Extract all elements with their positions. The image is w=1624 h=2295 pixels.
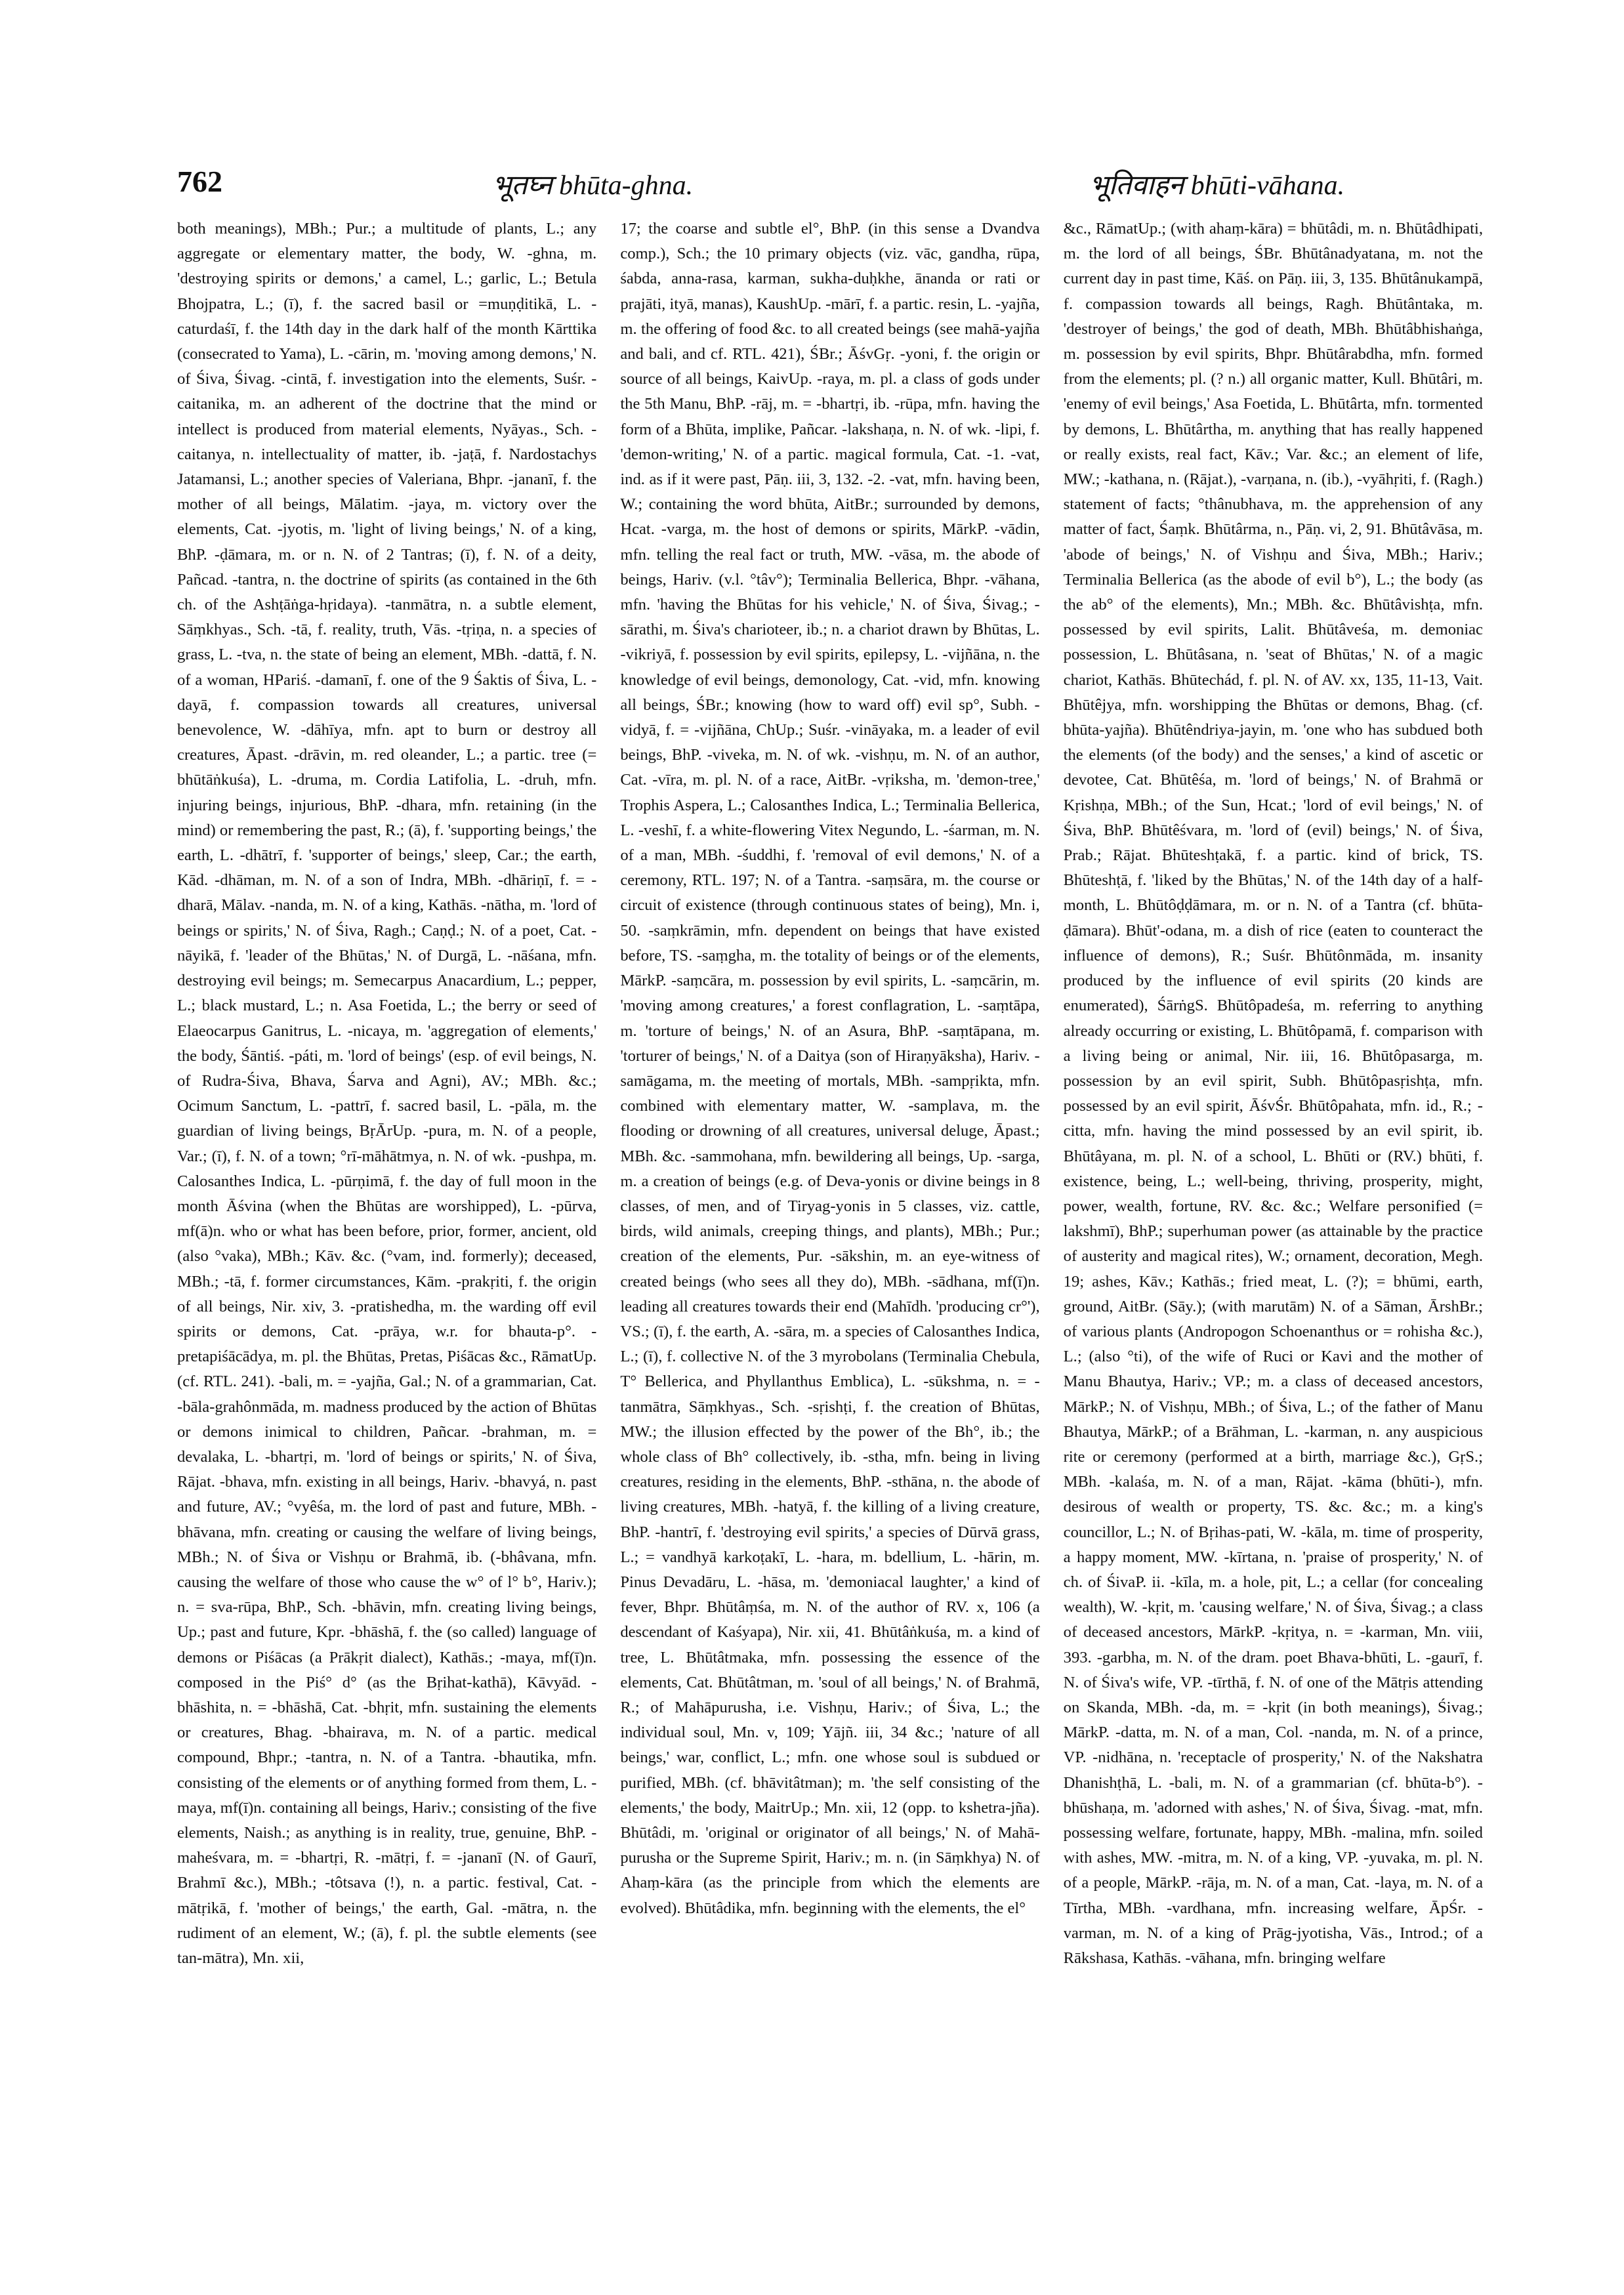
page-header xyxy=(177,164,1483,210)
column-middle xyxy=(620,217,1039,2165)
left-guide-word: भूतघ्न bhūta-ghna. xyxy=(492,171,694,201)
right-guide-word: भूतिवाहन bhūti-vāhana. xyxy=(1089,171,1345,201)
text-columns xyxy=(177,217,1483,2165)
column-left-text: both meanings), MBh.; Pur.; a multitude of plants, L.; any aggregate or elementary matter, the body, W. -ghna, m. 'destroying spirits or demons,' a camel, L.; garlic, L.; Betula Bhojpatra, L.; (ī), f. the sacred basil or =muṇḍitikā, L. -caturdaśī, f. the 14th day in the dark half of the month Kārttika (consecrated to Yama), L. -cārin, m. 'moving among demons,' N. of Śiva, Śivag. -cintā, f. investigation into the elements, Suśr. -caitanika, m. an adherent of the doctrine that the mind or intellect is produced from material elements, Nyāyas., Sch. -caitanya, n. intellectuality of matter, ib. -jaṭā, f. Nardostachys Jatamansi, L.; another species of Valeriana, Bhpr. -jananī, f. the mother of all beings, Mālatim. -jaya, m. victory over the elements, Cat. -jyotis, m. 'light of living beings,' N. of a king, BhP. -ḍāmara, m. or n. N. of 2 Tantras; (ī), f. N. of a deity, Pañcad. -tantra, n. the doctrine of spirits (as contained in the 6th ch. of the Ashṭāṅga-hṛidaya). -tanmātra, n. a subtle element, Sāṃkhyas., Sch. -tā, f. reality, truth, Vās. -tṛiṇa, n. a species of grass, L. -tva, n. the state of being an element, MBh. -dattā, f. N. of a woman, HPariś. -damanī, f. one of the 9 Śaktis of Śiva, L. -dayā, f. compassion towards all creatures, universal benevolence, W. -dāhīya, mfn. apt to burn or destroy all creatures, Āpast. -drāvin, m. red oleander, L.; a partic. tree (= bhūtāṅkuśa), L. -druma, m. Cordia Latifolia, L. -druh, mfn. injuring beings, injurious, BhP. -dhara, mfn. retaining (in the mind) or remembering the past, R.; (ā), f. 'supporting beings,' the earth, L. -dhātrī, f. 'supporter of beings,' sleep, Car.; the earth, Kād. -dhāman, m. N. of a son of Indra, MBh. -dhāriṇī, f. = -dharā, Mālav. -nanda, m. N. of a king, Kathās. -nātha, m. 'lord of beings or spirits,' N. of Śiva, Ragh.; Caṇḍ.; N. of a poet, Cat. -nāyikā, f. 'leader of the Bhūtas,' N. of Durgā, L. -nāśana, mfn. destroying evil beings; m. Semecarpus Anacardium, L.; pepper, L.; black mustard, L.; n. Asa Foetida, L.; the berry or seed of Elaeocarpus Ganitrus, L. -nicaya, m. 'aggregation of elements,' the body, Śāntiś. -páti, m. 'lord of beings' (esp. of evil beings, N. of Rudra-Śiva, Bhava, Śarva and Agni), AV.; MBh. &c.; Ocimum Sanctum, L. -pattrī, f. sacred basil, L. -pāla, m. the guardian of living beings, BṛĀrUp. -pura, m. N. of a people, Var.; (ī), f. N. of a town; °rī-māhātmya, n. N. of wk. -pushpa, m. Calosanthes Indica, L. -pūrṇimā, f. the day of full moon in the month Āśvina (when the Bhūtas are worshipped), L. -pūrva, mf(ā)n. who or what has been before, prior, former, ancient, old (also °vaka), MBh.; Kāv. &c. (°vam, ind. formerly); deceased, MBh.; -tā, f. former circumstances, Kām. -prakṛiti, f. the origin of all beings, Nir. xiv, 3. -pratishedha, m. the warding off evil spirits or demons, Cat. -prāya, w.r. for bhauta-p°. -pretapiśācādya, m. pl. the Bhūtas, Pretas, Piśācas &c., RāmatUp. (cf. RTL. 241). -bali, m. = -yajña, Gal.; N. of a grammarian, Cat. -bāla-grahônmāda, m. madness produced by the action of Bhūtas or demons inimical to children, Pañcar. -brahman, m. = devalaka, L. -bhartṛi, m. 'lord of beings or spirits,' N. of Śiva, Rājat. -bhava, mfn. existing in all beings, Hariv. -bhavyá, n. past and future, AV.; °vyêśa, m. the lord of past and future, MBh. -bhāvana, mfn. creating or causing the welfare of living beings, MBh.; N. of Śiva or Vishṇu or Brahmā, ib. (-bhâvana, mfn. causing the welfare of those who cause the w° of l° b°, Hariv.); n. = sva-rūpa, BhP., Sch. -bhāvin, mfn. creating living beings, Up.; past and future, Kpr. -bhāshā, f. the (so called) language of demons or Piśācas (a Prākṛit dialect), Kathās.; -maya, mf(ī)n. composed in the Piś° d° (as the Bṛihat-kathā), Kāvyād. -bhāshita, n. = -bhāshā, Cat. -bhṛit, mfn. sustaining the elements or creatures, Bhag. -bhairava, m. N. of a partic. medical compound, Bhpr.; -tantra, n. N. of a Tantra. -bhautika, mfn. consisting of the elements or of anything formed from them, L. -maya, mf(ī)n. containing all beings, Hariv.; consisting of the five elements, Naish.; as anything is in reality, true, genuine, BhP. -maheśvara, m. = -bhartṛi, R. -mātṛi, f. = -jananī (N. of Gaurī, Brahmī &c.), MBh.; -tôtsava (!), n. a partic. festival, Cat. -mātṛikā, f. 'mother of beings,' the earth, Gal. -mātra, n. the rudiment of an element, W.; (ā), f. pl. the subtle elements (see tan-mātra), Mn. xii, xyxy=(177,220,597,1968)
column-left xyxy=(177,217,596,2165)
column-right-text: &c., RāmatUp.; (with ahaṃ-kāra) = bhūtâdi, m. n. Bhūtâdhipati, m. the lord of all beings, ŚBr. Bhūtânadyatana, m. not the current day in past time, Kāś. on Pāṇ. iii, 3, 135. Bhūtânukampā, f. compassion towards all beings, Ragh. Bhūtântaka, m. 'destroyer of beings,' the god of death, MBh. Bhūtâbhishaṅga, m. possession by evil spirits, Bhpr. Bhūtârabdha, mfn. formed from the elements; pl. (? n.) all organic matter, Kull. Bhūtâri, m. 'enemy of evil beings,' Asa Foetida, L. Bhūtârta, mfn. tormented by demons, L. Bhūtârtha, m. anything that has really happened or really exists, real fact, Kāv.; Var. &c.; an element of life, MW.; -kathana, n. (Rājat.), -varṇana, n. (ib.), -vyāhṛiti, f. (Ragh.) statement of facts; °thânubhava, m. the apprehension of any matter of fact, Śaṃk. Bhūtârma, n., Pāṇ. vi, 2, 91. Bhūtâvāsa, m. 'abode of beings,' N. of Vishṇu and Śiva, MBh.; Hariv.; Terminalia Bellerica (as the abode of evil b°), L.; the body (as the ab° of the elements), Mn.; MBh. &c. Bhūtâvishṭa, mfn. possessed by evil spirits, Lalit. Bhūtâveśa, m. demoniac possession, L. Bhūtâsana, n. 'seat of Bhūtas,' N. of a magic chariot, Kathās. Bhūtechád, f. pl. N. of AV. xx, 135, 11-13, Vait. Bhūtêjya, mfn. worshipping the Bhūtas or demons, Bhag. (cf. bhūta-yajña). Bhūtêndriya-jayin, m. 'one who has subdued both the elements (of the body) and the senses,' a kind of ascetic or devotee, Cat. Bhūtêśa, m. 'lord of beings,' N. of Brahmā or Kṛishṇa, MBh.; of the Sun, Hcat.; 'lord of evil beings,' N. of Śiva, BhP. Bhūtêśvara, m. 'lord of (evil) beings,' N. of Śiva, Prab.; Rājat. Bhūteshṭakā, f. a partic. kind of brick, TS. Bhūteshṭā, f. 'liked by the Bhūtas,' N. of the 14th day of a half-month, L. Bhūtôḍḍāmara, m. or n. N. of a Tantra (cf. bhūta-ḍāmara). Bhūt'-odana, m. a dish of rice (eaten to counteract the influence of demons), R.; Suśr. Bhūtônmāda, m. insanity produced by the influence of evil spirits (20 kinds are enumerated), ŚārṅgS. Bhūtôpadeśa, m. referring to anything already occurring or existing, L. Bhūtôpamā, f. comparison with a living being or animal, Nir. iii, 16. Bhūtôpasarga, m. possession by an evil spirit, Subh. Bhūtôpasṛishṭa, mfn. possessed by an evil spirit, ĀśvŚr. Bhūtôpahata, mfn. id., R.; -citta, mfn. having the mind possessed by an evil spirit, ib. Bhūtâyana, m. pl. N. of a school, L. Bhūti or (RV.) bhūti, f. existence, being, L.; well-being, thriving, prosperity, might, power, wealth, fortune, RV. &c. &c.; Welfare personified (= lakshmī), BhP.; superhuman power (as attainable by the practice of austerity and magical rites), W.; ornament, decoration, Megh. 19; ashes, Kāv.; Kathās.; fried meat, L. (?); = bhūmi, earth, ground, AitBr. (Sāy.); (with marutām) N. of a Sāman, ĀrshBr.; of various plants (Andropogon Schoenanthus or = rohisha &c.), L.; (also °ti), of the wife of Ruci or Kavi and the mother of Manu Bhautya, Hariv.; VP.; m. a class of deceased ancestors, MārkP.; N. of Vishṇu, MBh.; of Śiva, L.; of the father of Manu Bhautya, MārkP.; of a Brāhman, L. -karman, n. any auspicious rite or ceremony (performed at a birth, marriage &c.), GṛS.; MBh. -kalaśa, m. N. of a man, Rājat. -kāma (bhūti-), mfn. desirous of wealth or property, TS. &c. &c.; m. a king's councillor, L.; N. of Bṛihas-pati, W. -kāla, m. time of prosperity, a happy moment, MW. -kīrtana, n. 'praise of prosperity,' N. of ch. of ŚivaP. ii. -kīla, m. a hole, pit, L.; a cellar (for concealing wealth), W. -kṛit, m. 'causing welfare,' N. of Śiva, Śivag.; a class of deceased ancestors, MārkP. -kṛitya, n. = -karman, Mn. viii, 393. -garbha, m. N. of the dram. poet Bhava-bhūti, L. -gaurī, f. N. of Śiva's wife, VP. -tīrthā, f. N. of one of the Mātṛis attending on Skanda, MBh. -da, m. = -kṛit (in both meanings), Śivag.; MārkP. -datta, m. N. of a man, Col. -nanda, m. N. of a prince, VP. -nidhāna, n. 'receptacle of prosperity,' N. of the Nakshatra Dhanishṭhā, L. -bali, m. N. of a grammarian (cf. bhūta-b°). -bhūshaṇa, m. 'adorned with ashes,' N. of Śiva, Śivag. -mat, mfn. possessing welfare, fortunate, happy, MBh. -malina, mfn. soiled with ashes, MW. -mitra, m. N. of a king, VP. -yuvaka, m. pl. N. of a people, MārkP. -rāja, m. N. of a man, Cat. -laya, m. N. of a Tīrtha, MBh. -vardhana, mfn. increasing welfare, ĀpŚr. -varman, m. N. of a king of Prāg-jyotisha, Vās., Introd.; of a Rākshasa, Kathās. -vāhana, mfn. bringing welfare xyxy=(1063,220,1483,1968)
column-right xyxy=(1064,217,1483,2165)
column-middle-text: 17; the coarse and subtle el°, BhP. (in this sense a Dvandva comp.), Sch.; the 10 primary objects (viz. vāc, gandha, rūpa, śabda, anna-rasa, karman, sukha-duḥkhe, ānanda or rati or prajāti, ityā, manas), KaushUp. -mārī, f. a partic. resin, L. -yajña, m. the offering of food &c. to all created beings (see mahā-yajña and bali, and cf. RTL. 421), ŚBr.; ĀśvGṛ. -yoni, f. the origin or source of all beings, KaivUp. -raya, m. pl. a class of gods under the 5th Manu, BhP. -rāj, m. = -bhartṛi, ib. -rūpa, mfn. having the form of a Bhūta, implike, Pañcar. -lakshaṇa, n. N. of wk. -lipi, f. 'demon-writing,' N. of a partic. magical formula, Cat. -1. -vat, ind. as if it were past, Pāṇ. iii, 3, 132. -2. -vat, mfn. having been, W.; containing the word bhūta, AitBr.; surrounded by demons, Hcat. -varga, m. the host of demons or spirits, MārkP. -vādin, mfn. telling the real fact or truth, MW. -vāsa, m. the abode of beings, Hariv. (v.l. °tâv°); Terminalia Bellerica, Bhpr. -vāhana, mfn. 'having the Bhūtas for his vehicle,' N. of Śiva, Śivag.; -sārathi, m. Śiva's charioteer, ib.; n. a chariot drawn by Bhūtas, L. -vikriyā, f. possession by evil spirits, epilepsy, L. -vijñāna, n. the knowledge of evil beings, demonology, Cat. -vid, mfn. knowing all beings, ŚBr.; knowing (how to ward off) evil sp°, Subh. -vidyā, f. = -vijñāna, ChUp.; Suśr. -vināyaka, m. a leader of evil beings, BhP. -viveka, m. N. of wk. -vishṇu, m. N. of an author, Cat. -vīra, m. pl. N. of a race, AitBr. -vṛiksha, m. 'demon-tree,' Trophis Aspera, L.; Calosanthes Indica, L.; Terminalia Bellerica, L. -veshī, f. a white-flowering Vitex Negundo, L. -śarman, m. N. of a man, MBh. -śuddhi, f. 'removal of evil demons,' N. of a ceremony, RTL. 197; N. of a Tantra. -saṃsāra, m. the course or circuit of existence (through continuous states of being), Mn. i, 50. -saṃkrāmin, mfn. dependent on beings that have existed before, TS. -saṃgha, m. the totality of beings or of the elements, MārkP. -saṃcāra, m. possession by evil spirits, L. -saṃcārin, m. 'moving among creatures,' a forest conflagration, L. -saṃtāpa, m. 'torture of beings,' N. of an Asura, BhP. -saṃtāpana, m. 'torturer of beings,' N. of a Daitya (son of Hiraṇyāksha), Hariv. -samāgama, m. the meeting of mortals, MBh. -sampṛikta, mfn. combined with elementary matter, W. -samplava, m. the flooding or drowning of all creatures, universal deluge, Āpast.; MBh. &c. -sammohana, mfn. bewildering all beings, Up. -sarga, m. a creation of beings (e.g. of Deva-yonis or divine beings in 8 classes, of men, and of Tiryag-yonis in 5 classes, viz. cattle, birds, wild animals, creeping things, and plants), MBh.; Pur.; creation of the elements, Pur. -sākshin, m. an eye-witness of created beings (who sees all they do), MBh. -sādhana, mf(ī)n. leading all creatures towards their end (Mahīdh. 'producing cr°'), VS.; (ī), f. the earth, A. -sāra, m. a species of Calosanthes Indica, L.; (ī), f. collective N. of the 3 myrobolans (Terminalia Chebula, T° Bellerica, and Phyllanthus Emblica), L. -sūkshma, n. = -tanmātra, Sāṃkhyas., Sch. -sṛishṭi, f. the creation of Bhūtas, MW.; the illusion effected by the power of the Bh°, ib.; the whole class of Bh° collectively, ib. -stha, mfn. being in living creatures, residing in the elements, BhP. -sthāna, n. the abode of living creatures, MBh. -hatyā, f. the killing of a living creature, BhP. -hantrī, f. 'destroying evil spirits,' a species of Dūrvā grass, L.; = vandhyā karkoṭakī, L. -hara, m. bdellium, L. -hārin, m. Pinus Devadāru, L. -hāsa, m. 'demoniacal laughter,' a kind of fever, Bhpr. Bhūtâṃśa, m. N. of the author of RV. x, 106 (a descendant of Kaśyapa), Nir. xii, 41. Bhūtâṅkuśa, m. a kind of tree, L. Bhūtâtmaka, mfn. possessing the essence of the elements, Cat. Bhūtâtman, m. 'soul of all beings,' N. of Brahmā, R.; of Mahāpurusha, i.e. Vishṇu, Hariv.; of Śiva, L.; the individual soul, Mn. v, 109; Yājñ. iii, 34 &c.; 'nature of all beings,' war, conflict, L.; mfn. one whose soul is subdued or purified, MBh. (cf. bhāvitâtman); m. 'the self consisting of the elements,' the body, MaitrUp.; Mn. xii, 12 (opp. to kshetra-jña). Bhūtâdi, m. 'original or originator of all beings,' N. of Mahā-purusha or the Supreme Spirit, Hariv.; m. n. (in Sāṃkhya) N. of Ahaṃ-kāra (as the principle from which the elements are evolved). Bhūtâdika, mfn. beginning with the elements, the el° xyxy=(620,220,1040,1917)
page-number: 762 xyxy=(177,165,222,198)
